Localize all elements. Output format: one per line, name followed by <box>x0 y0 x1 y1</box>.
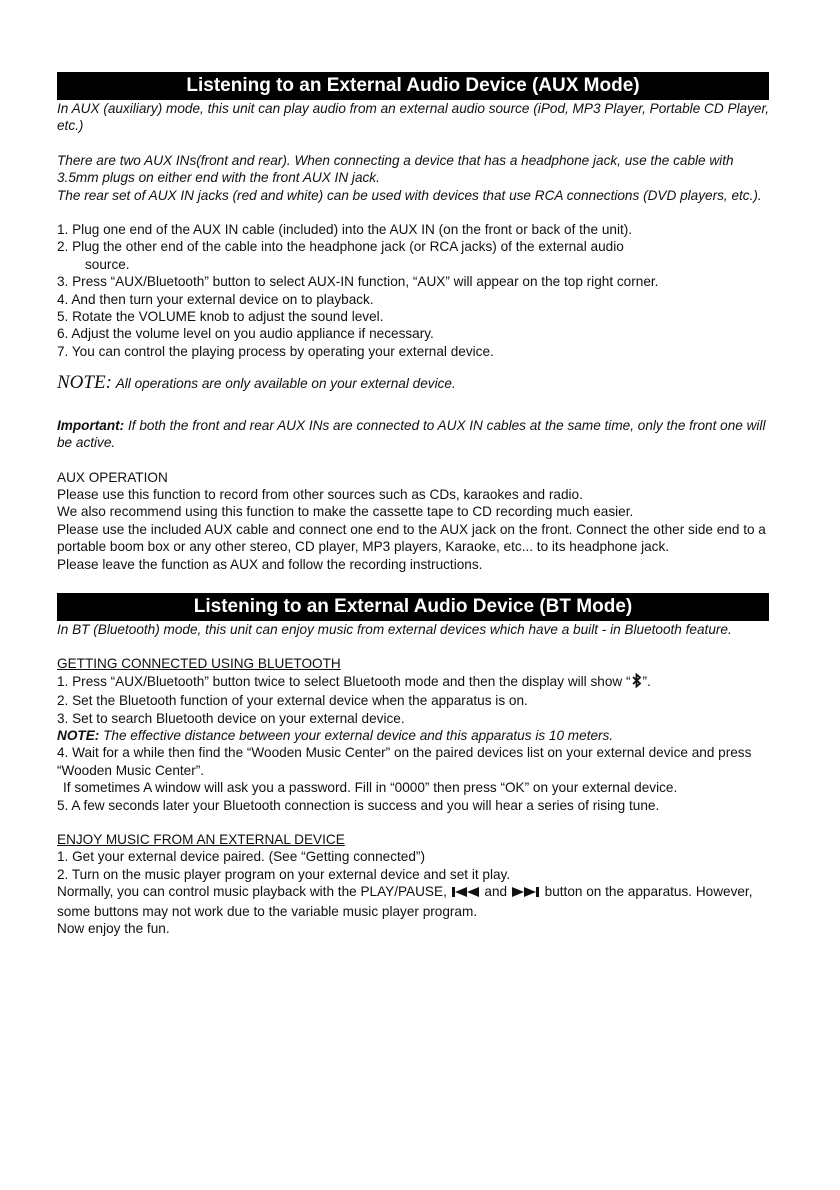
bt-note <box>57 727 769 744</box>
aux-operation-line: Please leave the function as AUX and follow the recording instructions. <box>57 556 483 572</box>
bluetooth-icon <box>631 673 643 692</box>
aux-important-label: Important: <box>57 417 125 433</box>
bt-step-4: 4. Wait for a while then find the “Wooden Music Center” on the paired devices list on your external device and press “Wooden Music Center”. <box>57 745 752 778</box>
aux-step: 1. Plug one end of the AUX IN cable (included) into the AUX IN (on the front or back of the unit). <box>57 222 633 238</box>
bt-note-label: NOTE: <box>57 727 100 743</box>
bt-step-2: 2. Set the Bluetooth function of your external device when the apparatus is on. <box>57 693 528 709</box>
aux-step: 3. Press “AUX/Bluetooth” button to select AUX-IN function, “AUX” will appear on the top right corner. <box>57 274 659 290</box>
bt-note-text: The effective distance between your external device and this apparatus is 10 meters. <box>103 727 614 743</box>
next-track-icon <box>511 885 541 902</box>
bt-step-1-text: 1. Press “AUX/Bluetooth” button twice to select Bluetooth mode and then the display will show “ <box>57 673 631 689</box>
aux-important-text: If both the front and rear AUX INs are connected to AUX IN cables at the same time, only the front one will be active. <box>57 417 766 451</box>
aux-operation-line: Please use the included AUX cable and connect one end to the AUX jack on the front. Connect the other side end to a portable boom box or any other stereo, CD player, MP3 players, Karaoke, etc... to its headphone jack. <box>57 521 766 555</box>
aux-operation-heading: AUX OPERATION <box>57 469 168 485</box>
bt-section-title: Listening to an External Audio Device (BT Mode) <box>57 593 769 621</box>
bt-normally-and: and <box>484 884 508 900</box>
bt-step-1 <box>57 673 769 692</box>
bt-step-3: 3. Set to search Bluetooth device on your external device. <box>57 710 405 726</box>
bt-intro: In BT (Bluetooth) mode, this unit can enjoy music from external devices which have a built - in Bluetooth feature. <box>57 621 732 637</box>
bt-enjoy-fun: Now enjoy the fun. <box>57 921 170 937</box>
aux-step-continuation: source. <box>85 256 130 272</box>
aux-steps-list <box>57 221 769 360</box>
bt-step-5: 5. A few seconds later your Bluetooth connection is success and you will hear a series of rising tune. <box>57 797 660 813</box>
aux-note <box>57 374 769 392</box>
bt-normally-text <box>57 883 769 920</box>
bt-enjoy-step-2: 2. Turn on the music player program on your external device and set it play. <box>57 866 511 882</box>
aux-step: 5. Rotate the VOLUME knob to adjust the sound level. <box>57 309 384 325</box>
bt-password-text: If sometimes A window will ask you a password. Fill in “0000” then press “OK” on your external device. <box>63 780 678 796</box>
bt-enjoy-step-1: 1. Get your external device paired. (See “Getting connected”) <box>57 849 425 865</box>
aux-step: 2. Plug the other end of the cable into the headphone jack (or RCA jacks) of the external audio <box>57 239 624 255</box>
bt-normally-end: button on the apparatus. However, some buttons may not work due to the variable music player program. <box>57 884 753 919</box>
aux-step: 7. You can control the playing process by operating your external device. <box>57 343 494 359</box>
aux-step: 4. And then turn your external device on to playback. <box>57 291 374 307</box>
aux-step: 6. Adjust the volume level on you audio appliance if necessary. <box>57 326 434 342</box>
bt-connect-heading: GETTING CONNECTED USING BLUETOOTH <box>57 656 341 672</box>
manual-page <box>57 72 769 937</box>
bt-enjoy-heading: ENJOY MUSIC FROM AN EXTERNAL DEVICE <box>57 832 345 847</box>
aux-note-text: All operations are only available on your external device. <box>115 376 456 392</box>
aux-operation-line: Please use this function to record from other sources such as CDs, karaokes and radio. <box>57 486 583 502</box>
aux-intro: In AUX (auxiliary) mode, this unit can play audio from an external audio source (iPod, MP3 Player, Portable CD Player, etc.) <box>57 101 769 134</box>
aux-note-label: NOTE: <box>57 372 112 394</box>
aux-section-title: Listening to an External Audio Device (AUX Mode) <box>57 72 769 100</box>
aux-two-ins-text: There are two AUX INs(front and rear). When connecting a device that has a headphone jack, use the cable with 3.5mm plugs on either end with the front AUX IN jack. <box>57 152 734 186</box>
previous-track-icon <box>451 885 481 902</box>
aux-operation-line: We also recommend using this function to make the cassette tape to CD recording much easier. <box>57 504 634 520</box>
bt-step-1-tail: ”. <box>642 673 651 689</box>
aux-rear-jacks-text: The rear set of AUX IN jacks (red and white) can be used with devices that use RCA connections (DVD players, etc.). <box>57 187 762 203</box>
aux-important <box>57 417 769 452</box>
bt-normally-start: Normally, you can control music playback with the PLAY/PAUSE, <box>57 884 447 900</box>
